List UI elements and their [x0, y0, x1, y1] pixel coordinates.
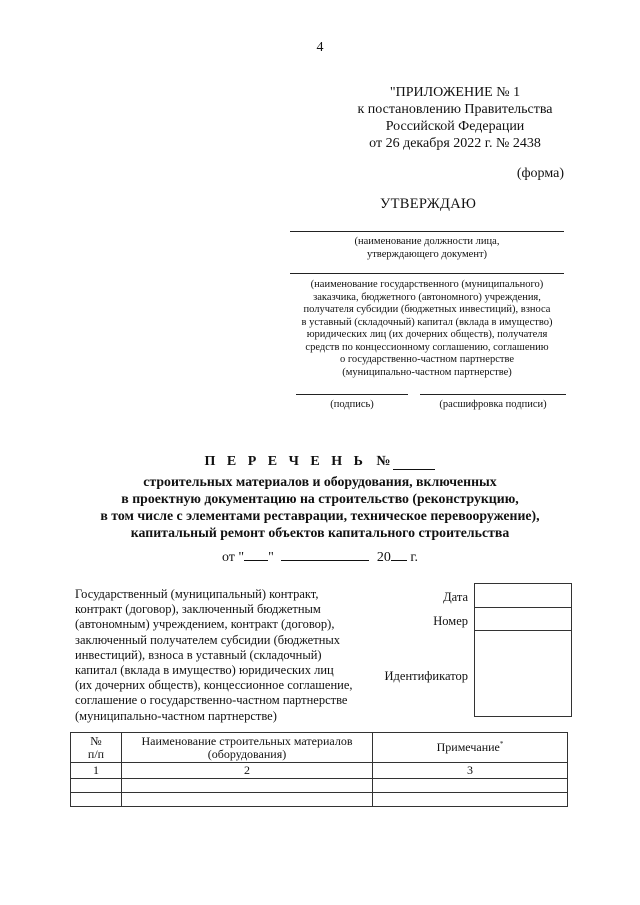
position-line[interactable] [290, 231, 564, 232]
date-day-field[interactable] [244, 548, 268, 561]
customer-caption: (наименование государственного (муниципального) заказчика, бюджетного (автономного) учреждения, получателя субсидии (бюджетных инвестиций), взноса в уставный (складочный) капитал (вклада в имущество) юридических лиц (их дочерних обществ), получателя средств по концессионному соглашению, соглашению о государственно-частном партнерстве (муниципально-частном партнерстве) [301, 279, 553, 378]
table-cell[interactable] [122, 793, 373, 807]
date-year-field[interactable] [391, 548, 407, 561]
header-name: Наименование строительных материалов (оборудования) [122, 733, 373, 763]
date-suffix: г. [410, 550, 419, 565]
table-cell: 1 [71, 763, 122, 779]
table-row [71, 779, 568, 793]
signature-decode-line[interactable] [420, 394, 566, 395]
signature-caption: (подпись) [330, 399, 374, 410]
table-index-row [71, 763, 568, 779]
document-title [0, 454, 640, 470]
position-caption: (наименование должности лица, утверждающего документ) [354, 236, 500, 260]
table-cell[interactable] [373, 793, 568, 807]
date-field-box[interactable] [474, 583, 572, 608]
document-subtitle: строительных материалов и оборудования, включенных в проектную документацию на строительство (реконструкцию, в том числе с элементами реставрации, техническое перевооружение), капитальный ремонт объектов капитального строительства [100, 474, 540, 540]
header-note: Примечание* [373, 733, 568, 763]
date-prefix: от " [221, 550, 245, 565]
approve-label: УТВЕРЖДАЮ [380, 196, 477, 212]
number-field-box[interactable] [474, 607, 572, 631]
title-word: П Е Р Е Ч Е Н Ь [204, 454, 367, 469]
contract-description: Государственный (муниципальный) контракт, контракт (договор), заключенный бюджетным (автономным) учреждением, контракт (договор), заключенный получателем субсидии (бюджетных инвестиций), взноса в уставный (складочный) капитал (вклада в имущество) юридических лиц (их дочерних обществ), концессионное соглашение, соглашение о государственно-частном партнерстве (муниципально-частном партнерстве) [75, 587, 353, 723]
appendix-header [340, 84, 570, 152]
signature-line[interactable] [296, 394, 408, 395]
footnote-mark: * [499, 740, 504, 748]
appendix-line: от 26 декабря 2022 г. № 2438 [369, 136, 541, 151]
table-cell[interactable] [122, 779, 373, 793]
date-year-prefix: 20 [376, 550, 391, 565]
title-number-field[interactable] [393, 456, 435, 470]
date-quote: " [268, 550, 274, 565]
identifier-field-label: Идентификатор [384, 669, 468, 683]
customer-line[interactable] [290, 273, 564, 274]
date-month-field[interactable] [281, 548, 369, 561]
form-label: (форма) [516, 166, 564, 181]
table-cell[interactable] [71, 793, 122, 807]
identifier-field-box[interactable] [474, 631, 572, 717]
table-cell[interactable] [373, 779, 568, 793]
appendix-line: к постановлению Правительства [357, 102, 553, 117]
table-cell: 3 [373, 763, 568, 779]
header-number: № п/п [71, 733, 122, 763]
materials-table [70, 732, 568, 807]
signature-decode-caption: (расшифровка подписи) [439, 399, 547, 410]
number-field-label: Номер [433, 614, 468, 628]
table-row [71, 793, 568, 807]
date-line [0, 548, 640, 566]
appendix-title: "ПРИЛОЖЕНИЕ № 1 [389, 85, 521, 100]
table-cell[interactable] [71, 779, 122, 793]
table-cell: 2 [122, 763, 373, 779]
title-number-sign: № [376, 454, 391, 469]
appendix-line: Российской Федерации [385, 119, 525, 134]
page-number: 4 [316, 40, 324, 55]
date-field-label: Дата [443, 590, 468, 604]
table-header-row [71, 733, 568, 763]
